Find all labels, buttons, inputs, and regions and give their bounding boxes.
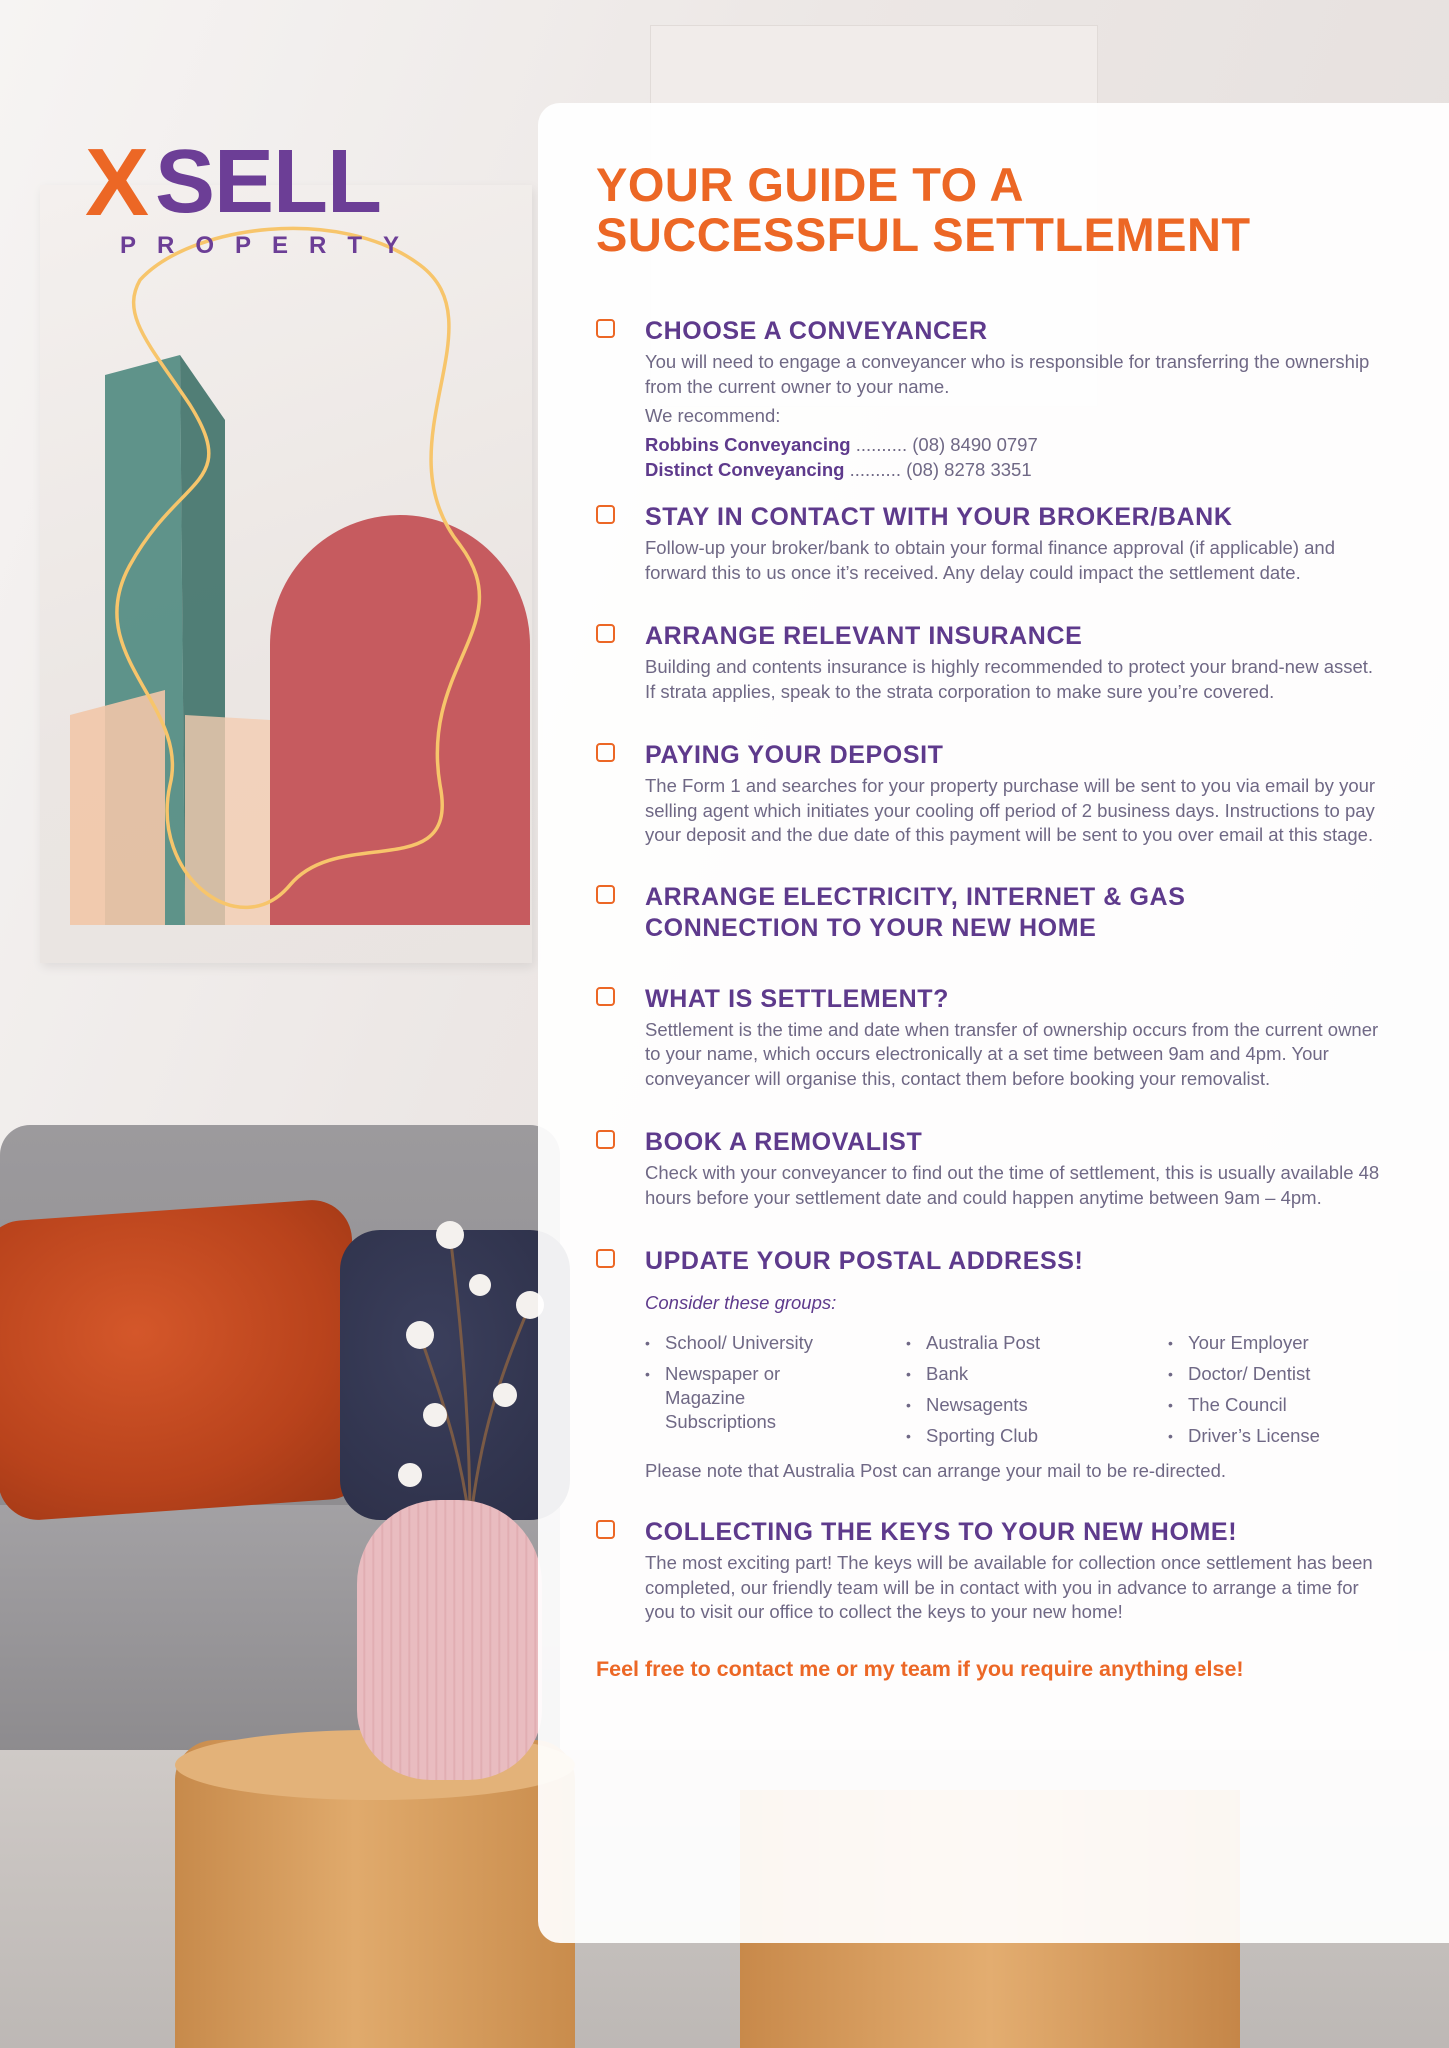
pink-vase bbox=[357, 1500, 542, 1780]
list-item: • Bank bbox=[906, 1362, 1168, 1386]
painting-artwork bbox=[40, 185, 532, 963]
checkbox-icon[interactable] bbox=[596, 1520, 615, 1539]
logo-x: X bbox=[85, 129, 148, 236]
groups-column bbox=[1168, 1331, 1320, 1455]
checkbox-icon[interactable] bbox=[596, 885, 615, 904]
list-item: • Sporting Club bbox=[906, 1424, 1168, 1448]
logo-sell: SELL bbox=[155, 132, 382, 232]
section-choose-conveyancer bbox=[596, 316, 1386, 482]
section-collecting-keys bbox=[596, 1517, 1386, 1625]
heading-line-1: ARRANGE ELECTRICITY, INTERNET & GAS bbox=[645, 882, 1186, 911]
section-heading: PAYING YOUR DEPOSIT bbox=[645, 741, 944, 769]
title-line-1: YOUR GUIDE TO A bbox=[596, 158, 1024, 211]
list-item: • Doctor/ Dentist bbox=[1168, 1362, 1320, 1386]
heading-line-2: CONNECTION TO YOUR NEW HOME bbox=[645, 913, 1097, 942]
section-broker-bank bbox=[596, 502, 1386, 585]
section-body: Building and contents insurance is highly recommended to protect your brand-new asset. If strata applies, speak to the strata corporation to make sure you’re covered. bbox=[645, 656, 1374, 702]
checkbox-icon[interactable] bbox=[596, 743, 615, 762]
list-item: • Newspaper or Magazine Subscriptions bbox=[645, 1362, 815, 1434]
section-deposit bbox=[596, 740, 1386, 848]
list-item: • Newsagents bbox=[906, 1393, 1168, 1417]
section-removalist bbox=[596, 1127, 1386, 1210]
list-item: • The Council bbox=[1168, 1393, 1320, 1417]
section-insurance bbox=[596, 621, 1386, 704]
section-what-is-settlement bbox=[596, 984, 1386, 1092]
section-body: You will need to engage a conveyancer who is responsible for transferring the ownership from the current owner to your name. bbox=[645, 351, 1370, 397]
abstract-painting bbox=[40, 185, 532, 963]
recommendation-phone: (08) 8278 3351 bbox=[906, 458, 1032, 480]
groups-list bbox=[645, 1331, 1386, 1455]
section-heading: WHAT IS SETTLEMENT? bbox=[645, 984, 949, 1013]
section-body: Settlement is the time and date when transfer of ownership occurs from the current owner to your name, which occurs electronically at a set time between 9am and 4pm. Your conveyancer will organise this, contact them before booking your removalist. bbox=[645, 1018, 1379, 1089]
section-body: The Form 1 and searches for your property purchase will be sent to you via email by your selling agent which initiates your cooling off period of 2 business days. Instructions to pay your deposit and the due date of this payment will be sent to you over email at this stage. bbox=[645, 775, 1376, 845]
list-item: • Your Employer bbox=[1168, 1331, 1320, 1355]
checkbox-icon[interactable] bbox=[596, 624, 615, 643]
recommendation-name: Distinct Conveyancing bbox=[645, 458, 845, 480]
recommendation-phone: (08) 8490 0797 bbox=[912, 434, 1038, 455]
leader-dots: .......... bbox=[849, 458, 901, 480]
section-body: Check with your conveyancer to find out the time of settlement, this is usually available 48 hours before your settlement date and could happen anytime between 9am – 4pm. bbox=[645, 1162, 1380, 1208]
title-line-2: SUCCESSFUL SETTLEMENT bbox=[596, 208, 1251, 261]
guide-content bbox=[596, 160, 1386, 1683]
recommendation-row bbox=[645, 458, 1386, 483]
section-body: Follow-up your broker/bank to obtain your formal finance approval (if applicable) and forward this to us once it’s received. Any delay could impact the settlement date. bbox=[645, 537, 1336, 583]
list-item: • School/ University bbox=[645, 1331, 906, 1355]
section-postal-address bbox=[596, 1246, 1386, 1483]
checkbox-icon[interactable] bbox=[596, 987, 615, 1006]
section-heading: UPDATE YOUR POSTAL ADDRESS! bbox=[645, 1247, 1084, 1275]
groups-label: Consider these groups: bbox=[645, 1292, 837, 1313]
groups-column bbox=[645, 1331, 906, 1455]
checkbox-icon[interactable] bbox=[596, 505, 615, 524]
xsell-property-logo bbox=[65, 129, 465, 285]
section-utilities bbox=[596, 882, 1386, 944]
recommend-label: We recommend: bbox=[645, 405, 781, 426]
logo-tagline: PROPERTY bbox=[120, 232, 421, 259]
section-heading: CHOOSE A CONVEYANCER bbox=[645, 317, 988, 345]
section-heading: BOOK A REMOVALIST bbox=[645, 1128, 923, 1156]
cotton-branches bbox=[380, 1195, 560, 1525]
recommendation-row bbox=[645, 433, 1386, 458]
checkbox-icon[interactable] bbox=[596, 319, 615, 338]
section-heading: ARRANGE RELEVANT INSURANCE bbox=[645, 622, 1083, 650]
checkbox-icon[interactable] bbox=[596, 1249, 615, 1268]
list-item: • Driver’s License bbox=[1168, 1424, 1320, 1448]
section-body: The most exciting part! The keys will be available for collection once settlement has been completed, our friendly team will be in contact with you in advance to arrange a time for you to visit our office to collect the keys to your new home! bbox=[645, 1552, 1373, 1622]
postal-note: Please note that Australia Post can arrange your mail to be re-directed. bbox=[645, 1460, 1227, 1481]
page-title bbox=[596, 160, 1386, 260]
section-heading: STAY IN CONTACT WITH YOUR BROKER/BANK bbox=[645, 503, 1233, 531]
section-heading bbox=[645, 882, 1386, 944]
section-heading: COLLECTING THE KEYS TO YOUR NEW HOME! bbox=[645, 1518, 1238, 1546]
leader-dots: .......... bbox=[855, 434, 908, 455]
list-item: • Australia Post bbox=[906, 1331, 1168, 1355]
groups-column bbox=[906, 1331, 1168, 1455]
contact-footer: Feel free to contact me or my team if you require anything else! bbox=[596, 1656, 1244, 1681]
checkbox-icon[interactable] bbox=[596, 1130, 615, 1149]
orange-pillow bbox=[0, 1197, 370, 1522]
recommendation-name: Robbins Conveyancing bbox=[645, 434, 851, 455]
